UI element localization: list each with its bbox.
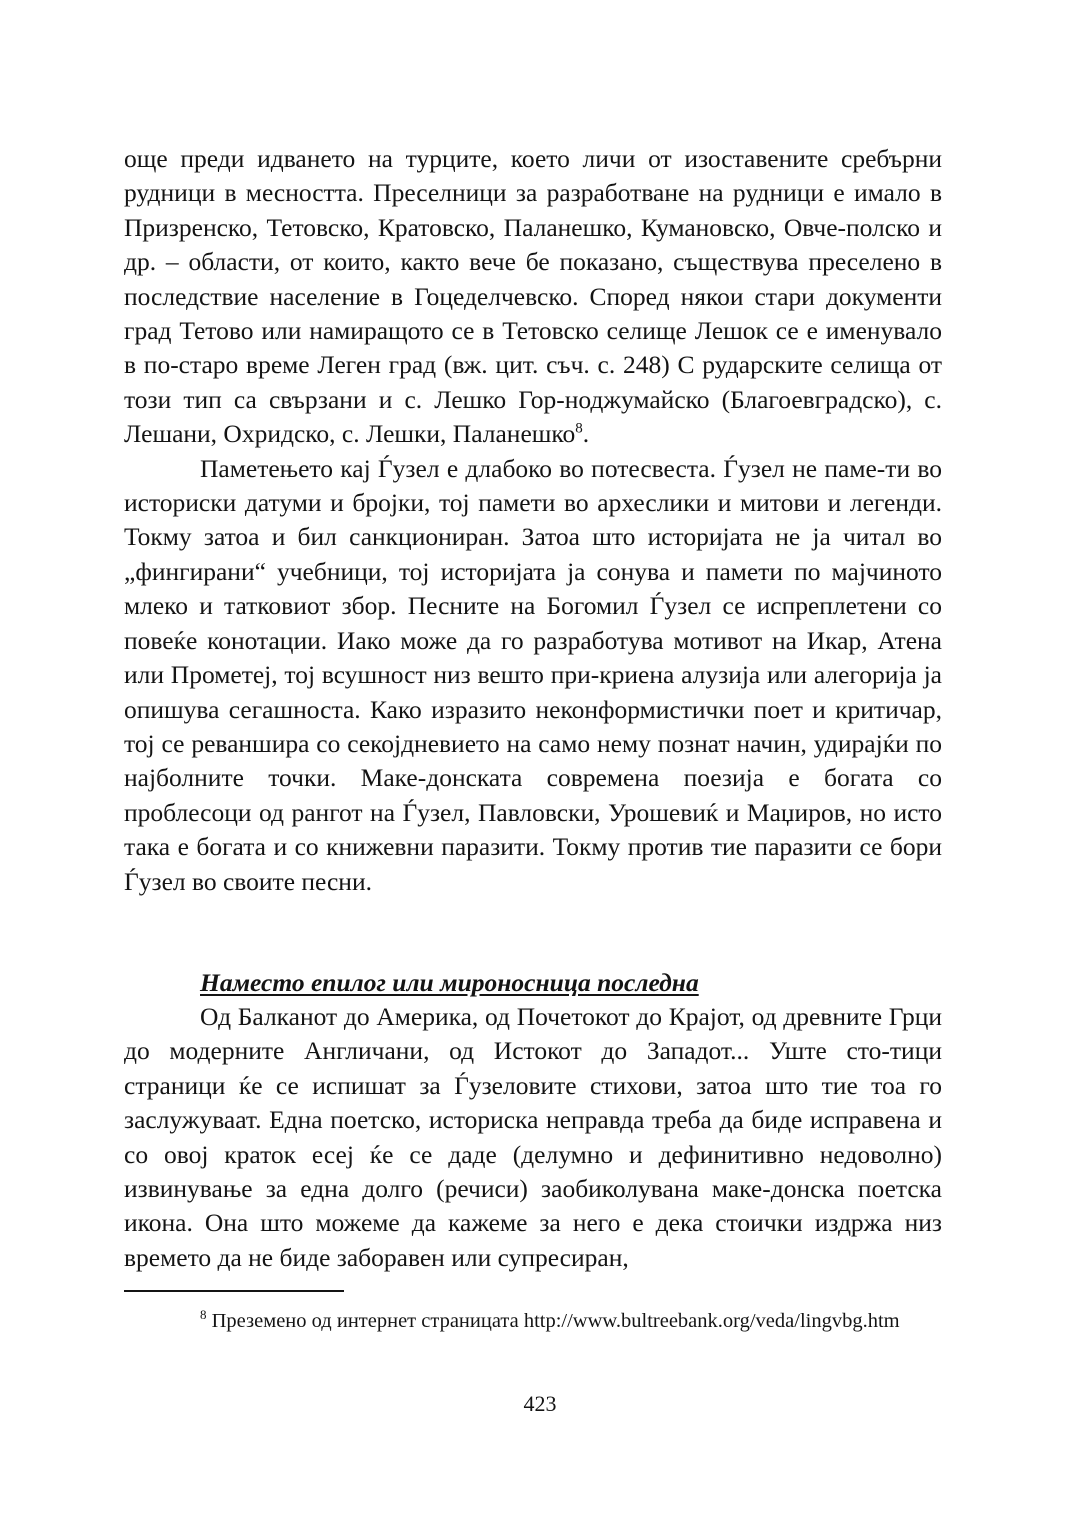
- paragraph-1-end: .: [582, 419, 590, 449]
- footnote-divider: [124, 1290, 344, 1292]
- paragraph-3: Од Балканот до Америка, од Почетокот до Крајот, од древните Грци до модерните Англичани, од Истокот до Западот... Уште сто-тици страници ќе се испишат за Ѓузеловите стихови, затоа што тие тоа го заслужуваат. Една поетско, историска неправда треба да биде исправена и со овој краток есеј ќе се даде (делумно и дефинитивно недоволно) извинување за една долго (речиси) заобиколувана маке-донска поетска икона. Она што можеме да кажеме за него е дека стоички издржа низ времето да не биде заборавен или супресиран,: [124, 1002, 942, 1272]
- footnote-reference[interactable]: 8: [575, 420, 583, 437]
- footnote-marker: 8: [200, 1307, 207, 1323]
- footnote-text: Преземено од интернет страницата http://www.bultreebank.org/veda/lingvbg.htm: [206, 1310, 900, 1332]
- section-body: [124, 1000, 942, 1275]
- body-text: [124, 142, 942, 899]
- paragraph-2: Паметењето кај Ѓузел е длабоко во потесвеста. Ѓузел не паме-ти во историски датуми и бројки, тој памети во археслики и митови и легенди. Токму затоа и бил санкциониран. Затоа што историјата не ја читал во „фингирани“ учебници, тој историјата ја сонува и памети по мајчиното млеко и татковиот збор. Песните на Богомил Ѓузел се испреплетени со повеќе конотации. Иако може да го разработува мотивот на Икар, Атена или Прометеј, тој всушност низ вешто при-криена алузија или алегорија ја опишува сегашноста. Како изразито неконформистички поет и критичар, тој се реваншира со секојдневието на само нему познат начин, удирајќи по најболните точки. Маке-донската современа поезија е богата со проблесоци од рангот на Ѓузел, Павловски, Урошевиќ и Маџиров, но исто така е богата и со книжевни паразити. Токму против тие паразити се бори Ѓузел во своите песни.: [124, 453, 942, 896]
- page-number: 423: [523, 1391, 557, 1416]
- paragraph-1-text: още преди идването на турците, което личи от изоставените сребърни рудници в месността. Преселници за разработване на рудници е имало в Призренско, Тетовско, Кратовско, Паланешко, Кумановско, Овче-полско и др. – области, от които, както вече бе показано, съществува преселено в последствие население в Гоцеделчевско. Според някои стари документи град Тетово или намиращото се в Тетовско селище Лешок се е именувало в по-старо време Леген град (вж. цит. съч. с. 248) С рударските селища от този тип са свързани и с. Лешко Гор-ноджумайско (Благоевградско), с. Лешани, Охридско, с. Лешки, Паланешко: [124, 144, 942, 449]
- section-heading: Наместо епилог или мироносница последна: [200, 968, 699, 997]
- paragraph-1: [124, 142, 942, 452]
- footnote: [124, 1308, 942, 1335]
